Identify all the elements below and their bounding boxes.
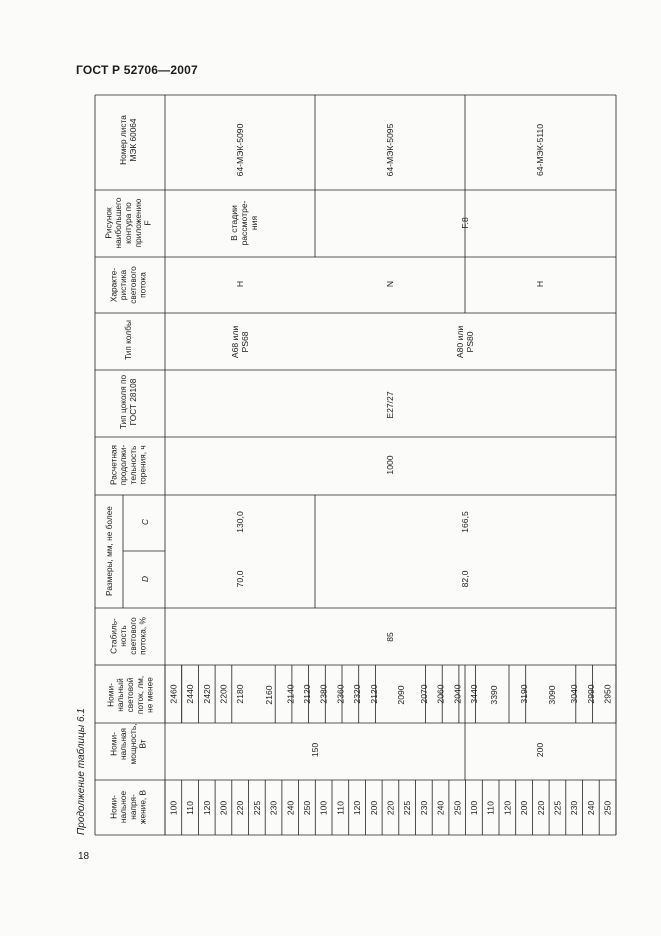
- cell-voltage: 100: [318, 800, 329, 816]
- cell-flux: 2120: [368, 684, 379, 704]
- header-base: Тип цоколя поГОСТ 28108: [118, 374, 138, 430]
- cell-flux: 2200: [218, 684, 229, 704]
- cell-voltage: 100: [168, 800, 179, 816]
- header-flux: Номи-нальныйсветовойпоток, лм,не менее: [105, 675, 155, 715]
- sheet-5110: 64-МЭК-5110: [535, 123, 545, 177]
- figure-f8: F.8: [460, 217, 470, 229]
- char-h-1: H: [235, 280, 245, 288]
- cell-voltage: 120: [201, 800, 212, 816]
- header-dimensions-group: Размеры, мм, не более: [104, 506, 114, 596]
- cell-voltage: 240: [585, 800, 596, 816]
- document-title: ГОСТ Р 52706—2007: [76, 63, 198, 77]
- cell-voltage: 110: [185, 801, 196, 815]
- bulb-a80: A80 илиPS80: [455, 325, 475, 359]
- header-sheet: Номер листаМЭК 60064: [118, 115, 138, 165]
- cell-voltage: 220: [385, 800, 396, 816]
- header-stability: Стабиль-ностьсветовогопотока, %: [108, 617, 148, 655]
- cell-voltage: 230: [569, 800, 580, 816]
- table-caption: Продолжение таблицы 6.1: [76, 708, 87, 835]
- sheet-5090: 64-МЭК-5090: [235, 123, 245, 177]
- merged-cells: [229, 123, 557, 757]
- cell-flux: 2060: [435, 684, 446, 704]
- dim-c-130: 130,0: [235, 511, 245, 533]
- cell-voltage: 110: [485, 801, 496, 815]
- cell-voltage: 240: [435, 800, 446, 816]
- cell-voltage: 230: [418, 800, 429, 816]
- cell-flux: 2380: [318, 684, 329, 704]
- cell-voltage: 200: [519, 800, 530, 816]
- table-grid: [95, 95, 616, 835]
- header-life: Расчетнаяпродолжи-тельностьгорения, ч: [108, 444, 148, 486]
- sheet-5095: 64-МЭК-5095: [385, 123, 395, 177]
- cell-voltage: 110: [335, 801, 346, 815]
- cell-flux: 3190: [519, 684, 530, 704]
- cell-flux: 3440: [468, 684, 479, 704]
- flux-merged-2160: 2160: [264, 685, 274, 705]
- figure-in-review: В стадиирассмотре-ния: [229, 200, 259, 246]
- column-headers: [103, 115, 154, 824]
- cell-voltage: 120: [502, 800, 513, 816]
- char-n: N: [385, 280, 395, 288]
- char-h-2: H: [535, 280, 545, 288]
- header-figure: Рисунокнаибольшегоконтура поприложениюF: [103, 197, 153, 249]
- cell-voltage: 220: [535, 800, 546, 816]
- dim-d-82: 82,0: [460, 570, 470, 588]
- power-150: 150: [310, 742, 320, 758]
- cell-flux: 2070: [418, 684, 429, 704]
- cell-flux: 2420: [201, 684, 212, 704]
- power-200: 200: [535, 742, 545, 758]
- cell-flux: 2460: [168, 684, 179, 704]
- cell-voltage: 250: [452, 800, 463, 816]
- header-dim-c: C: [140, 519, 150, 525]
- cell-flux: 2120: [301, 684, 312, 704]
- flux-merged-3390: 3390: [489, 685, 499, 705]
- table-body-cells: [168, 684, 612, 815]
- cell-flux: 2140: [285, 684, 296, 704]
- header-bulb: Тип колбы: [123, 320, 133, 360]
- cell-flux: 2180: [235, 684, 246, 704]
- header-characteristic: Характе-ристикасветовогопотока: [108, 266, 148, 304]
- cell-voltage: 100: [468, 800, 479, 816]
- cell-voltage: 240: [285, 800, 296, 816]
- cell-flux: 2440: [185, 684, 196, 704]
- cell-voltage: 225: [251, 800, 262, 816]
- life-1000: 1000: [385, 455, 395, 475]
- cell-voltage: 250: [301, 800, 312, 816]
- stability-85: 85: [385, 632, 395, 642]
- header-power: Номи-нальнаямощность,Вт: [108, 723, 148, 765]
- flux-merged-3090: 3090: [547, 685, 557, 705]
- cell-flux: 2040: [452, 684, 463, 704]
- cell-flux: 2360: [335, 684, 346, 704]
- cell-voltage: 250: [602, 800, 613, 816]
- cell-flux: 2950: [602, 684, 613, 704]
- cell-voltage: 200: [218, 800, 229, 816]
- flux-merged-2090: 2090: [396, 685, 406, 705]
- cell-voltage: 120: [352, 800, 363, 816]
- cell-flux: 2320: [352, 684, 363, 704]
- header-dim-d: D: [140, 576, 150, 582]
- base-e27: E27/27: [385, 391, 395, 419]
- cell-voltage: 200: [368, 800, 379, 816]
- cell-voltage: 220: [235, 800, 246, 816]
- dim-d-70: 70,0: [235, 570, 245, 588]
- dim-c-166: 166,5: [460, 511, 470, 533]
- cell-voltage: 225: [552, 800, 563, 816]
- cell-flux: 3040: [569, 684, 580, 704]
- cell-flux: 2990: [585, 684, 596, 704]
- cell-voltage: 225: [402, 800, 413, 816]
- bulb-a68: A68 илиPS68: [230, 325, 250, 359]
- header-voltage: Номи-нальноенапря-жение, В: [108, 789, 148, 825]
- page-number: 18: [78, 851, 90, 862]
- cell-voltage: 230: [268, 800, 279, 816]
